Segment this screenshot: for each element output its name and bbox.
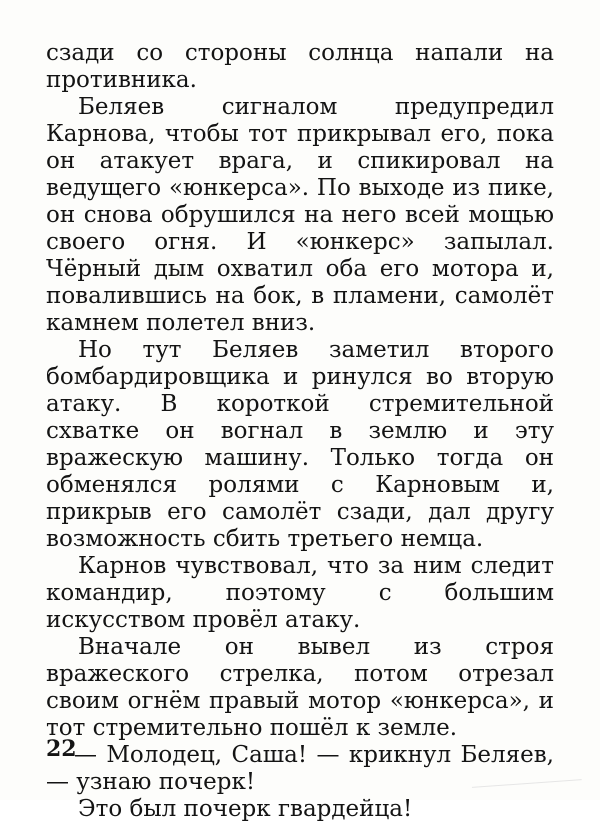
- body-text: [46, 40, 554, 823]
- page-number: 22: [46, 736, 77, 762]
- paragraph-signal: Беляев сигналом предупредил Карнова, чтобы тот прикрывал его, пока он атакует врага, и спикировал на ведущего «юнкерса». По выходе из пике, он снова обрушился на него всей мощью своего огня. И «юнкерс» запылал. Чёрный дым охватил оба его мотора и, повалившись на бок, в пламени, самолёт камнем полетел вниз.: [46, 94, 554, 336]
- paragraph-dialog: — Молодец, Саша! — крикнул Беляев, — узнаю почерк!: [46, 742, 554, 795]
- paragraph-karnov: Карнов чувствовал, что за ним следит командир, поэтому с большим искусством провёл атаку.: [46, 553, 554, 633]
- paragraph-gunner: Вначале он вывел из строя вражеского стрелка, потом отрезал своим огнём правый мотор «юнкерса», и тот стремительно пошёл к земле.: [46, 634, 554, 741]
- paragraph-continuation: сзади со стороны солнца напали на противника.: [46, 40, 554, 93]
- paragraph-second-attack: Но тут Беляев заметил второго бомбардировщика и ринулся во вторую атаку. В короткой стремительной схватке он вогнал в землю и эту вражескую машину. Только тогда он обменялся ролями с Карновым и, прикрыв его самолёт сзади, дал другу возможность сбить третьего немца.: [46, 337, 554, 552]
- paragraph-closing: Это был почерк гвардейца!: [78, 796, 413, 822]
